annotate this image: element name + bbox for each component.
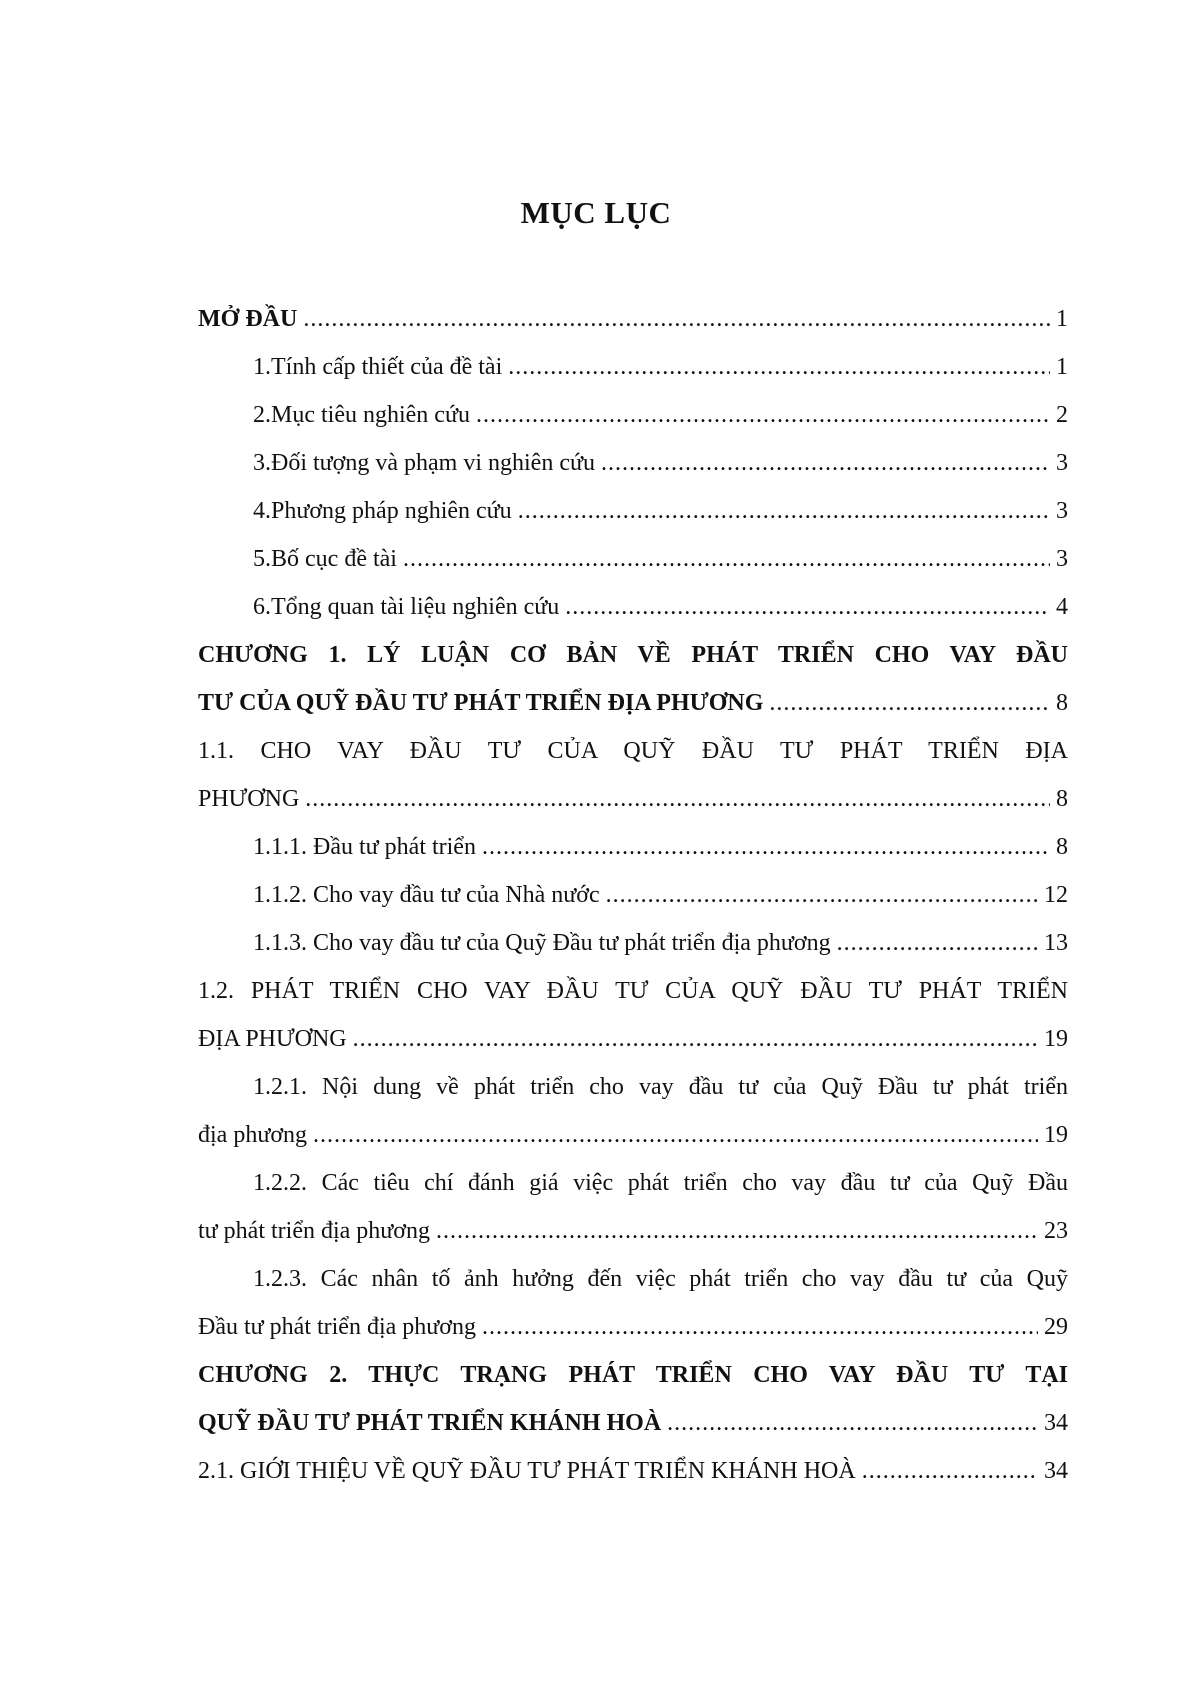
toc-page-number: 19 (1044, 1026, 1068, 1052)
toc-leader-dots (837, 919, 1038, 967)
toc-section-1-1-3[interactable] (198, 919, 1068, 967)
toc-section-1-2-2[interactable] (198, 1207, 1068, 1255)
toc-leader-dots (436, 1207, 1038, 1255)
toc-entry-label: 2.1. GIỚI THIỆU VỀ QUỸ ĐẦU TƯ PHÁT TRIỂN KHÁNH HOÀ (198, 1458, 856, 1484)
toc-entry-label: MỞ ĐẦU (198, 306, 298, 332)
toc-item-number: 1. (253, 354, 271, 380)
toc-section-1-2-3-line1[interactable]: 1.2.3. Các nhân tố ảnh hưởng đến việc phát triển cho vay đầu tư của Quỹ (253, 1266, 1068, 1292)
toc-chapter-2[interactable] (198, 1399, 1068, 1447)
toc-leader-dots (476, 391, 1050, 439)
toc-entry-1[interactable] (198, 343, 1068, 391)
toc-section-1-1-2[interactable] (198, 871, 1068, 919)
toc-leader-dots (601, 439, 1050, 487)
toc-entry-mo-dau[interactable] (198, 295, 1068, 343)
toc-item-number: 2. (253, 402, 271, 428)
toc-leader-dots (606, 871, 1038, 919)
toc-page-number: 1 (1056, 354, 1068, 380)
toc-entry-4[interactable] (198, 487, 1068, 535)
toc-page-number: 8 (1056, 786, 1068, 812)
toc-section-1-1-line1[interactable]: 1.1. CHO VAY ĐẦU TƯ CỦA QUỸ ĐẦU TƯ PHÁT TRIỂN ĐỊA (198, 738, 1068, 764)
toc-section-1-1-1[interactable] (198, 823, 1068, 871)
toc-entry-label: Bố cục đề tài (271, 546, 397, 572)
toc-leader-dots (482, 1303, 1038, 1351)
toc-page-number: 1 (1056, 306, 1068, 332)
page-title: MỤC LỤC (520, 195, 672, 230)
toc-entry-label: Tổng quan tài liệu nghiên cứu (271, 594, 560, 620)
toc-section-1-2-3[interactable] (198, 1303, 1068, 1351)
toc-page-number: 3 (1056, 450, 1068, 476)
toc-item-number: 5. (253, 546, 271, 572)
toc-leader-dots (305, 775, 1050, 823)
toc-section-1-1[interactable] (198, 775, 1068, 823)
toc-section-1-2-1-line1[interactable]: 1.2.1. Nội dung về phát triển cho vay đầu tư của Quỹ Đầu tư phát triển (253, 1074, 1068, 1100)
toc-chapter-2-line1[interactable]: CHƯƠNG 2. THỰC TRẠNG PHÁT TRIỂN CHO VAY ĐẦU TƯ TẠI (198, 1362, 1068, 1388)
toc-page-number: 34 (1044, 1458, 1068, 1484)
toc-entry-label: Tính cấp thiết của đề tài (271, 354, 503, 380)
toc-entry-3[interactable] (198, 439, 1068, 487)
table-of-contents (198, 295, 1068, 1495)
toc-entry-label: tư phát triển địa phương (198, 1218, 430, 1244)
toc-leader-dots (508, 343, 1050, 391)
toc-leader-dots (518, 487, 1050, 535)
toc-page-number: 12 (1044, 882, 1068, 908)
toc-entry-label: PHƯƠNG (198, 786, 300, 812)
toc-page-number: 34 (1044, 1410, 1068, 1436)
toc-entry-label: Đối tượng và phạm vi nghiên cứu (271, 450, 595, 476)
toc-leader-dots (769, 679, 1050, 727)
toc-section-1-2-2-line1[interactable]: 1.2.2. Các tiêu chí đánh giá việc phát triển cho vay đầu tư của Quỹ Đầu (253, 1170, 1068, 1196)
toc-entry-label: Phương pháp nghiên cứu (271, 498, 512, 524)
toc-page-number: 8 (1056, 834, 1068, 860)
toc-entry-label: 1.1.2. Cho vay đầu tư của Nhà nước (253, 882, 600, 908)
toc-entry-label: Đầu tư phát triển địa phương (198, 1314, 476, 1340)
toc-item-number: 4. (253, 498, 271, 524)
toc-item-number: 6. (253, 594, 271, 620)
toc-item-number: 3. (253, 450, 271, 476)
toc-leader-dots (403, 535, 1050, 583)
toc-page-number: 13 (1044, 930, 1068, 956)
toc-page-number: 19 (1044, 1122, 1068, 1148)
toc-entry-2[interactable] (198, 391, 1068, 439)
toc-page-number: 3 (1056, 498, 1068, 524)
toc-leader-dots (862, 1447, 1038, 1495)
toc-entry-label: ĐỊA PHƯƠNG (198, 1026, 347, 1052)
toc-entry-label: QUỸ ĐẦU TƯ PHÁT TRIỂN KHÁNH HOÀ (198, 1410, 662, 1436)
toc-entry-label: Mục tiêu nghiên cứu (271, 402, 470, 428)
toc-entry-label: 1.1.1. Đầu tư phát triển (253, 834, 476, 860)
toc-chapter-1-line1[interactable]: CHƯƠNG 1. LÝ LUẬN CƠ BẢN VỀ PHÁT TRIỂN CHO VAY ĐẦU (198, 642, 1068, 668)
toc-leader-dots (353, 1015, 1038, 1063)
toc-leader-dots (313, 1111, 1038, 1159)
toc-entry-6[interactable] (198, 583, 1068, 631)
toc-section-1-2-line1[interactable]: 1.2. PHÁT TRIỂN CHO VAY ĐẦU TƯ CỦA QUỸ ĐẦU TƯ PHÁT TRIỂN (198, 978, 1068, 1004)
toc-page-number: 3 (1056, 546, 1068, 572)
toc-page-number: 2 (1056, 402, 1068, 428)
toc-entry-label: 1.1.3. Cho vay đầu tư của Quỹ Đầu tư phát triển địa phương (253, 930, 831, 956)
toc-page-number: 4 (1056, 594, 1068, 620)
toc-section-2-1[interactable] (198, 1447, 1068, 1495)
toc-entry-label: địa phương (198, 1122, 308, 1148)
toc-page-number: 29 (1044, 1314, 1068, 1340)
toc-page-number: 8 (1056, 690, 1068, 716)
toc-leader-dots (303, 295, 1050, 343)
toc-leader-dots (482, 823, 1050, 871)
toc-leader-dots (667, 1399, 1038, 1447)
toc-entry-label: TƯ CỦA QUỸ ĐẦU TƯ PHÁT TRIỂN ĐỊA PHƯƠNG (198, 690, 764, 716)
toc-entry-5[interactable] (198, 535, 1068, 583)
toc-chapter-1[interactable] (198, 679, 1068, 727)
toc-leader-dots (565, 583, 1050, 631)
toc-section-1-2-1[interactable] (198, 1111, 1068, 1159)
toc-page-number: 23 (1044, 1218, 1068, 1244)
toc-section-1-2[interactable] (198, 1015, 1068, 1063)
